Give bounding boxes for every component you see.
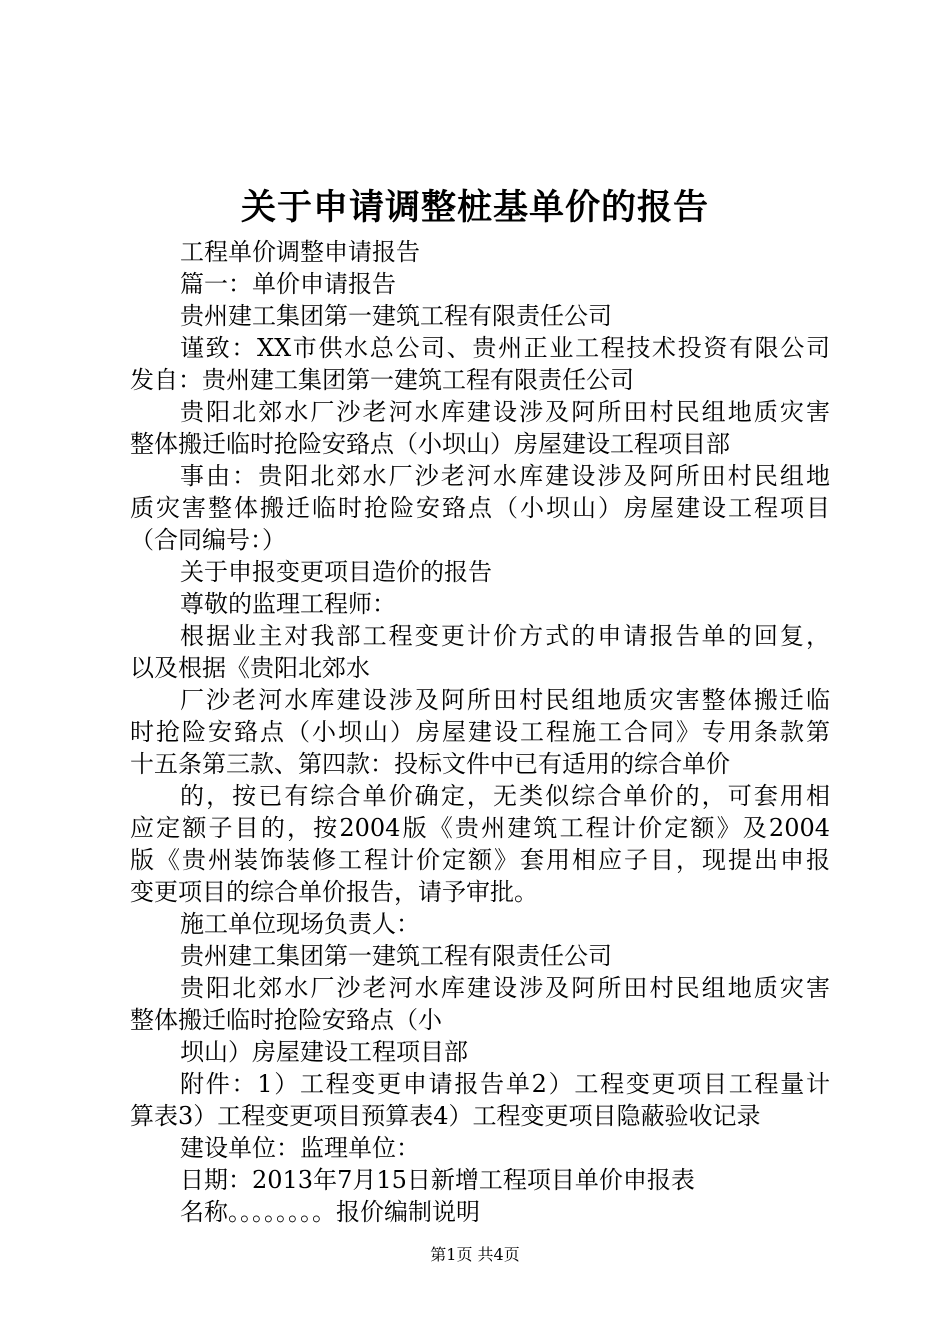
text-line: 整体搬迁临时抢险安臵点（小 xyxy=(130,1006,442,1034)
text-line: 算表3）工程变更项目预算表4）工程变更项目隐蔽验收记录 xyxy=(130,1102,761,1130)
text-line: 坝山）房屋建设工程项目部 xyxy=(180,1038,468,1066)
text-line: 工程单价调整申请报告 xyxy=(180,238,420,266)
page-indicator: 第1页 共4页 xyxy=(430,1245,520,1264)
document-title: 关于申请调整桩基单价的报告 xyxy=(240,187,709,228)
text-line: 关于申报变更项目造价的报告 xyxy=(180,558,492,586)
text-line: 厂沙老河水库建设涉及阿所田村民组地质灾害整体搬迁临 xyxy=(180,686,830,714)
text-line: 贵阳北郊水厂沙老河水库建设涉及阿所田村民组地质灾害 xyxy=(180,974,830,1002)
text-line: 附件：1）工程变更申请报告单2）工程变更项目工程量计 xyxy=(180,1070,830,1098)
text-line: 事由：贵阳北郊水厂沙老河水库建设涉及阿所田村民组地 xyxy=(180,462,830,490)
text-line: 建设单位：监理单位： xyxy=(180,1134,420,1162)
text-line: 变更项目的综合单价报告，请予审批。 xyxy=(130,878,538,906)
text-line: 贵州建工集团第一建筑工程有限责任公司 xyxy=(180,942,612,970)
text-line: 谨致：XX市供水总公司、贵州正业工程技术投资有限公司 xyxy=(180,334,830,362)
text-line: 以及根据《贵阳北郊水 xyxy=(130,654,370,682)
text-line: 十五条第三款、第四款：投标文件中已有适用的综合单价 xyxy=(130,750,730,778)
text-line: 整体搬迁临时抢险安臵点（小坝山）房屋建设工程项目部 xyxy=(130,430,730,458)
text-line: 发自：贵州建工集团第一建筑工程有限责任公司 xyxy=(130,366,634,394)
text-line: 篇一：单价申请报告 xyxy=(180,270,396,298)
text-line: （合同编号：） xyxy=(130,526,286,554)
text-line: 施工单位现场负责人： xyxy=(180,910,420,938)
text-line: 尊敬的监理工程师： xyxy=(180,590,396,618)
text-line: 贵州建工集团第一建筑工程有限责任公司 xyxy=(180,302,612,330)
text-line: 质灾害整体搬迁临时抢险安臵点（小坝山）房屋建设工程项目 xyxy=(130,494,830,522)
text-line: 应定额子目的，按2004版《贵州建筑工程计价定额》及2004 xyxy=(130,814,830,842)
text-line: 的，按已有综合单价确定，无类似综合单价的，可套用相 xyxy=(180,782,830,810)
text-line: 贵阳北郊水厂沙老河水库建设涉及阿所田村民组地质灾害 xyxy=(180,398,830,426)
text-line: 版《贵州装饰装修工程计价定额》套用相应子目，现提出申报 xyxy=(130,846,830,874)
text-line: 时抢险安臵点（小坝山）房屋建设工程施工合同》专用条款第 xyxy=(130,718,830,746)
document-body xyxy=(130,236,830,1228)
text-line: 名称。。。。。。。。报价编制说明 xyxy=(180,1198,480,1226)
text-line: 日期：2013年7月15日新增工程项目单价申报表 xyxy=(180,1166,695,1194)
text-line: 根据业主对我部工程变更计价方式的申请报告单的回复， xyxy=(180,622,830,650)
